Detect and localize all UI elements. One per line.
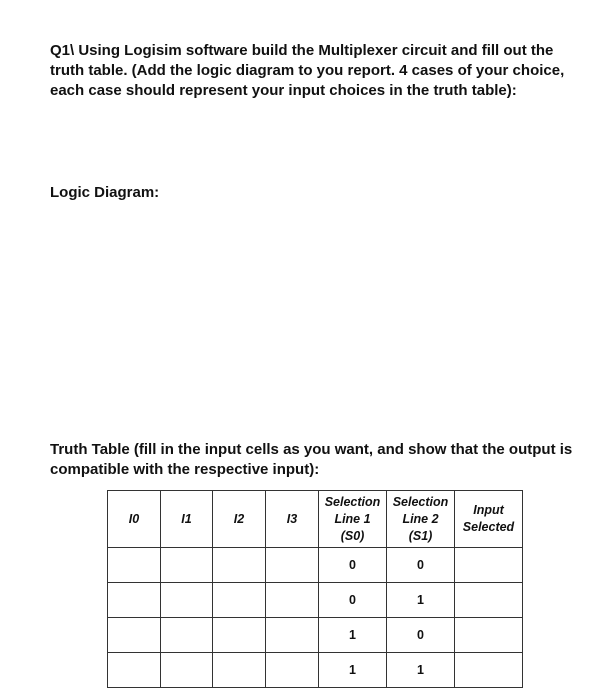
header-s1 xyxy=(387,491,455,548)
header-s1-line: Selection xyxy=(392,494,449,509)
table-row xyxy=(108,548,523,583)
cell-i3[interactable] xyxy=(266,548,319,583)
cell-i2[interactable] xyxy=(213,618,266,653)
cell-i0[interactable] xyxy=(108,653,161,688)
header-i0: I0 xyxy=(108,491,161,548)
truth-table-heading: Truth Table (fill in the input cells as you want, and show that the output is compatible with the respective input): xyxy=(50,441,573,478)
cell-i0[interactable] xyxy=(108,583,161,618)
header-output-line: Selected xyxy=(462,520,515,534)
header-i2: I2 xyxy=(213,491,266,548)
cell-s1: 0 xyxy=(387,618,455,653)
cell-i1[interactable] xyxy=(161,548,213,583)
header-s0-line: Line 1 xyxy=(334,511,371,526)
cell-output[interactable] xyxy=(455,618,523,653)
cell-i1[interactable] xyxy=(161,583,213,618)
cell-s1: 1 xyxy=(387,653,455,688)
header-i3: I3 xyxy=(266,491,319,548)
cell-i2[interactable] xyxy=(213,583,266,618)
header-s1-line: Line 2 xyxy=(402,511,439,526)
cell-i3[interactable] xyxy=(266,653,319,688)
header-s1-line: (S1) xyxy=(408,528,433,543)
cell-s0: 0 xyxy=(319,583,387,618)
table-row xyxy=(108,653,523,688)
cell-i2[interactable] xyxy=(213,548,266,583)
header-s0-line: Selection xyxy=(324,494,381,509)
table-row xyxy=(108,618,523,653)
cell-output[interactable] xyxy=(455,583,523,618)
cell-i0[interactable] xyxy=(108,548,161,583)
cell-s0: 0 xyxy=(319,548,387,583)
cell-i1[interactable] xyxy=(161,653,213,688)
header-i1: I1 xyxy=(161,491,213,548)
header-output xyxy=(455,491,523,548)
cell-s1: 0 xyxy=(387,548,455,583)
cell-s0: 1 xyxy=(319,618,387,653)
cell-i0[interactable] xyxy=(108,618,161,653)
table-row xyxy=(108,583,523,618)
cell-output[interactable] xyxy=(455,548,523,583)
cell-i2[interactable] xyxy=(213,653,266,688)
cell-i3[interactable] xyxy=(266,583,319,618)
cell-s0: 1 xyxy=(319,653,387,688)
truth-table xyxy=(107,490,523,688)
question-text: Q1\ Using Logisim software build the Multiplexer circuit and fill out the truth table. (Add the logic diagram to you report. 4 cases of your choice, each case should represent your input choices in the truth table): xyxy=(50,42,565,99)
logic-diagram-label: Logic Diagram: xyxy=(50,184,160,201)
header-output-line: Input xyxy=(473,503,504,517)
cell-s1: 1 xyxy=(387,583,455,618)
header-row xyxy=(108,491,523,548)
cell-output[interactable] xyxy=(455,653,523,688)
cell-i1[interactable] xyxy=(161,618,213,653)
header-s0 xyxy=(319,491,387,548)
cell-i3[interactable] xyxy=(266,618,319,653)
header-s0-line: (S0) xyxy=(340,528,365,543)
